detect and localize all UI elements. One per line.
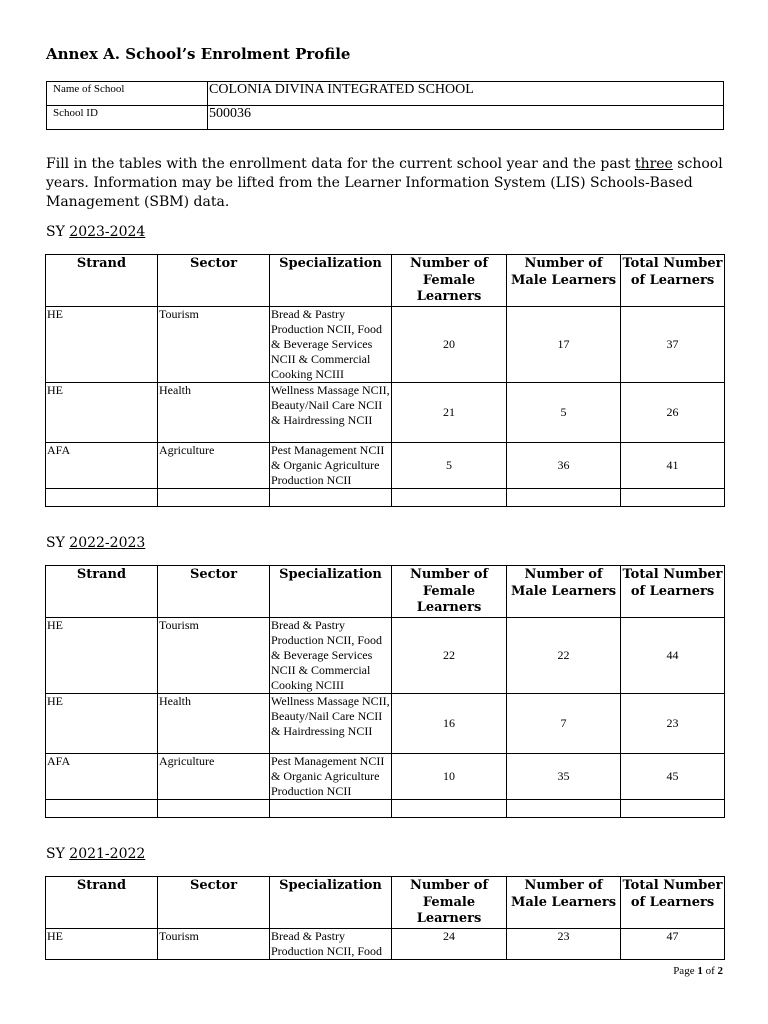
- table-row: [46, 306, 725, 382]
- table-row: [46, 928, 725, 959]
- header-female: Number of Female Learners: [392, 255, 507, 307]
- cell-male: 17: [507, 306, 621, 382]
- cell-male: 7: [507, 693, 621, 753]
- empty-cell: [270, 799, 392, 817]
- cell-total: 45: [621, 753, 725, 799]
- cell-sector: Tourism: [158, 617, 270, 693]
- empty-cell: [621, 488, 725, 506]
- cell-male: 5: [507, 382, 621, 442]
- footer-of-word: of: [702, 965, 718, 977]
- sy-years: 2021-2022: [69, 846, 146, 862]
- sy-heading-1: [46, 224, 145, 240]
- cell-male: 23: [507, 928, 621, 959]
- header-strand: Strand: [46, 255, 158, 307]
- cell-total: 26: [621, 382, 725, 442]
- sy-heading-2: [46, 535, 145, 551]
- header-strand: Strand: [46, 877, 158, 929]
- cell-strand: HE: [46, 617, 158, 693]
- cell-female: 24: [392, 928, 507, 959]
- cell-strand: HE: [46, 693, 158, 753]
- header-specialization: Specialization: [270, 566, 392, 618]
- cell-strand: HE: [46, 306, 158, 382]
- header-strand: Strand: [46, 566, 158, 618]
- school-name-value: COLONIA DIVINA INTEGRATED SCHOOL: [208, 82, 724, 106]
- footer-page-word: Page: [673, 965, 698, 977]
- header-total: Total Number of Learners: [621, 255, 725, 307]
- empty-cell: [507, 799, 621, 817]
- table-row: [46, 753, 725, 799]
- header-total: Total Number of Learners: [621, 877, 725, 929]
- table-row: [46, 442, 725, 488]
- empty-row: [46, 488, 725, 506]
- header-sector: Sector: [158, 877, 270, 929]
- cell-total: 23: [621, 693, 725, 753]
- cell-specialization: Pest Management NCII & Organic Agriculture Production NCII: [270, 442, 392, 488]
- table-row: [46, 693, 725, 753]
- table-row: [46, 617, 725, 693]
- header-male: Number of Male Learners: [507, 877, 621, 929]
- sy-years: 2023-2024: [69, 224, 146, 240]
- empty-cell: [46, 799, 158, 817]
- cell-male: 22: [507, 617, 621, 693]
- instructions-paragraph: [46, 155, 726, 212]
- empty-cell: [392, 488, 507, 506]
- sy-prefix: SY: [46, 224, 70, 240]
- cell-total: 47: [621, 928, 725, 959]
- cell-sector: Agriculture: [158, 442, 270, 488]
- header-female: Number of Female Learners: [392, 877, 507, 929]
- header-male: Number of Male Learners: [507, 255, 621, 307]
- school-id-label: School ID: [47, 106, 208, 130]
- empty-cell: [270, 488, 392, 506]
- cell-sector: Tourism: [158, 928, 270, 959]
- header-row: [46, 566, 725, 618]
- header-specialization: Specialization: [270, 877, 392, 929]
- cell-strand: AFA: [46, 442, 158, 488]
- empty-cell: [158, 799, 270, 817]
- header-sector: Sector: [158, 255, 270, 307]
- cell-specialization: Pest Management NCII & Organic Agriculture Production NCII: [270, 753, 392, 799]
- cell-specialization: Bread & Pastry Production NCII, Food & Beverage Services NCII & Commercial Cooking NCIII: [270, 617, 392, 693]
- empty-cell: [46, 488, 158, 506]
- header-row: [46, 255, 725, 307]
- cell-male: 36: [507, 442, 621, 488]
- cell-female: 16: [392, 693, 507, 753]
- cell-total: 41: [621, 442, 725, 488]
- cell-strand: AFA: [46, 753, 158, 799]
- sy-prefix: SY: [46, 846, 70, 862]
- cell-sector: Agriculture: [158, 753, 270, 799]
- enrollment-table-2: [45, 565, 725, 818]
- cell-specialization: Bread & Pastry Production NCII, Food: [270, 928, 392, 959]
- cell-female: 20: [392, 306, 507, 382]
- sy-years: 2022-2023: [69, 535, 146, 551]
- cell-total: 37: [621, 306, 725, 382]
- school-id-value: 500036: [208, 106, 724, 130]
- cell-specialization: Bread & Pastry Production NCII, Food & Beverage Services NCII & Commercial Cooking NCIII: [270, 306, 392, 382]
- instructions-text-1: Fill in the tables with the enrollment data for the current school year and the past: [46, 156, 635, 172]
- sy-prefix: SY: [46, 535, 70, 551]
- empty-cell: [392, 799, 507, 817]
- header-specialization: Specialization: [270, 255, 392, 307]
- table-row: [46, 382, 725, 442]
- cell-strand: HE: [46, 928, 158, 959]
- empty-cell: [507, 488, 621, 506]
- footer-total-pages: 2: [717, 965, 723, 977]
- header-total: Total Number of Learners: [621, 566, 725, 618]
- instructions-underlined: three: [634, 156, 673, 172]
- enrollment-table-3: [45, 876, 725, 960]
- instructions-text-2: school years. Information may be lifted from the Learner Information System (LIS) Schools-Based Management (SBM) data.: [46, 156, 723, 210]
- cell-sector: Health: [158, 382, 270, 442]
- cell-male: 35: [507, 753, 621, 799]
- cell-strand: HE: [46, 382, 158, 442]
- empty-cell: [621, 799, 725, 817]
- school-name-label: Name of School: [47, 82, 208, 106]
- empty-row: [46, 799, 725, 817]
- sy-heading-3: [46, 846, 145, 862]
- cell-specialization: Wellness Massage NCII, Beauty/Nail Care NCII & Hairdressing NCII: [270, 382, 392, 442]
- school-id-row: [47, 106, 724, 130]
- footer-current-page: 1: [697, 965, 703, 977]
- cell-female: 5: [392, 442, 507, 488]
- cell-female: 10: [392, 753, 507, 799]
- page-footer: [673, 965, 723, 977]
- cell-total: 44: [621, 617, 725, 693]
- annex-title: Annex A. School’s Enrolment Profile: [46, 45, 351, 63]
- school-info-table: [46, 81, 724, 130]
- cell-female: 21: [392, 382, 507, 442]
- cell-sector: Health: [158, 693, 270, 753]
- cell-sector: Tourism: [158, 306, 270, 382]
- header-female: Number of Female Learners: [392, 566, 507, 618]
- header-male: Number of Male Learners: [507, 566, 621, 618]
- header-row: [46, 877, 725, 929]
- cell-female: 22: [392, 617, 507, 693]
- empty-cell: [158, 488, 270, 506]
- cell-specialization: Wellness Massage NCII, Beauty/Nail Care NCII & Hairdressing NCII: [270, 693, 392, 753]
- header-sector: Sector: [158, 566, 270, 618]
- enrollment-table-1: [45, 254, 725, 507]
- school-name-row: [47, 82, 724, 106]
